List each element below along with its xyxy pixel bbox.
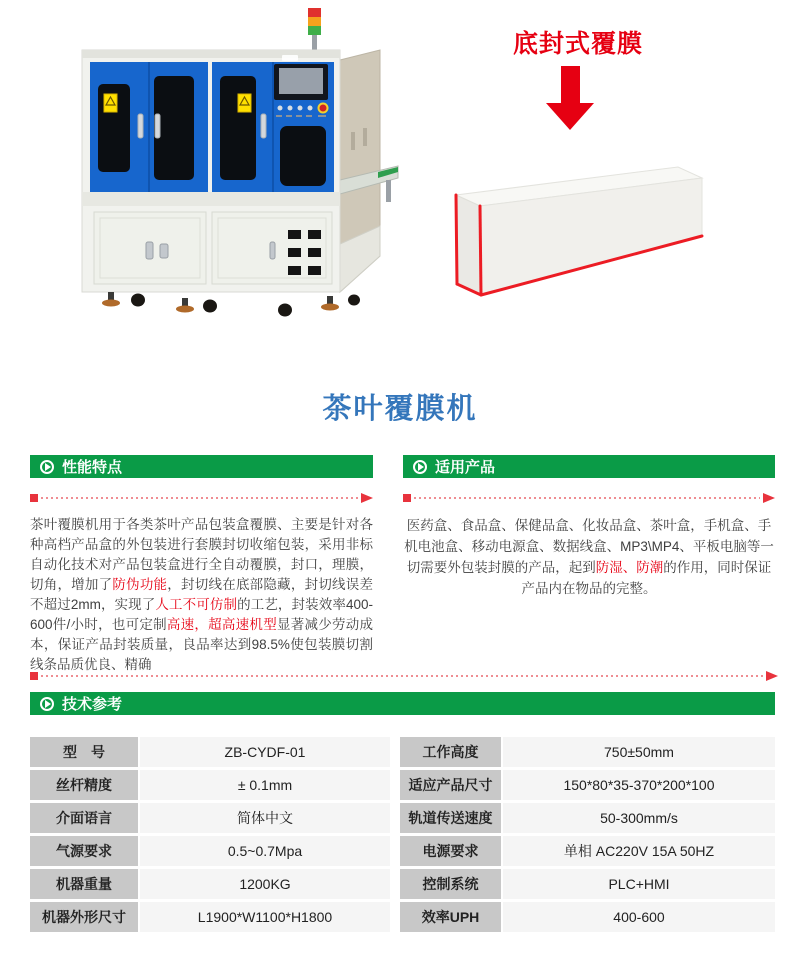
dotline-arrow-icon (763, 493, 775, 503)
machine-illustration (42, 4, 402, 324)
touchscreen-panel (274, 64, 329, 117)
spec-value: ZB-CYDF-01 (140, 737, 390, 767)
highlight-segment: 高速，超高速机型 (166, 617, 277, 632)
products-section (403, 455, 775, 599)
spec-label: 效率UPH (400, 902, 503, 932)
machine-side-panel (340, 50, 380, 292)
spec-value: 50-300mm/s (503, 803, 775, 833)
spec-value: 0.5~0.7Mpa (140, 836, 390, 866)
spec-value: 400-600 (503, 902, 775, 932)
spec-label: 工作高度 (400, 737, 503, 767)
dotline-start-square (30, 494, 38, 502)
machine-feet (102, 292, 360, 317)
text-segment: 显著减少劳动成本，保证产品封装质量，良品率达到98.5%使包装膜切割线条品质优良、精确 (30, 617, 374, 672)
spec-label: 适应产品尺寸 (400, 770, 503, 800)
dotted-divider (30, 493, 373, 504)
table-gap (390, 902, 400, 932)
spec-label: 介面语言 (30, 803, 140, 833)
play-icon (40, 460, 54, 474)
machine-photo (42, 4, 402, 324)
dotline-dots (41, 497, 358, 499)
dotline-dots (414, 497, 760, 499)
spec-label: 机器外形尺寸 (30, 902, 140, 932)
highlight-segment: 防湿、防潮 (595, 560, 664, 575)
spec-label: 轨道传送速度 (400, 803, 503, 833)
table-gap (390, 803, 400, 833)
spec-value: L1900*W1100*H1800 (140, 902, 390, 932)
spec-value: 简体中文 (140, 803, 390, 833)
spec-table (30, 737, 775, 932)
dotline-arrow-icon (361, 493, 373, 503)
spec-label: 气源要求 (30, 836, 140, 866)
products-paragraph (403, 515, 775, 599)
bottom-seal-label: 底封式覆膜 (512, 30, 643, 58)
table-gap (390, 836, 400, 866)
down-arrow-icon (561, 66, 580, 103)
dotline-start-square (403, 494, 411, 502)
dotted-divider-full (30, 671, 778, 682)
play-icon (413, 460, 427, 474)
specs-header-label: 技术参考 (62, 696, 123, 713)
features-section (30, 455, 373, 675)
text-segment: 的作用，同时保证产品内在物品的完整。 (521, 560, 772, 596)
box-illustration (452, 148, 710, 312)
play-icon (40, 697, 54, 711)
table-gap (390, 737, 400, 767)
dotted-divider (403, 493, 775, 504)
features-header-bar (30, 455, 373, 478)
spec-value: PLC+HMI (503, 869, 775, 899)
box-photo (452, 148, 710, 312)
page-title: 茶叶覆膜机 (322, 393, 478, 425)
spec-label: 控制系统 (400, 869, 503, 899)
down-arrow-head-icon (546, 103, 594, 130)
dotline-dots (41, 675, 763, 677)
products-header-bar (403, 455, 775, 478)
features-header-label: 性能特点 (62, 459, 123, 476)
table-gap (390, 770, 400, 800)
highlight-segment: 人工不可仿制 (155, 597, 238, 612)
spec-label: 机器重量 (30, 869, 140, 899)
text-segment: ，封切线在底部隐藏，封切线误差不超过2mm，实现了 (30, 577, 374, 612)
text-segment: 医药盒、食品盒、保健品盒、化妆品盒、茶叶盒，手机盒、手机电池盒、移动电源盒、数据线盒、MP3\MP4、平板电脑等一切需要外包装封膜的产品，起到 (404, 518, 774, 575)
spec-label: 电源要求 (400, 836, 503, 866)
spec-value: ± 0.1mm (140, 770, 390, 800)
dotline-arrow-icon (766, 671, 778, 681)
text-segment: 茶叶覆膜机用于各类茶叶产品包装盒覆膜、主要是针对各种高档产品盒的外包装进行套膜封切收缩包装，采用非标自动化技术对产品包装盒进行全自动覆膜，封口，理膜，切角，增加了 (30, 517, 373, 592)
spec-value: 1200KG (140, 869, 390, 899)
dotline-start-square (30, 672, 38, 680)
signal-tower-icon (308, 8, 321, 51)
spec-value: 750±50mm (503, 737, 775, 767)
spec-value: 150*80*35-370*200*100 (503, 770, 775, 800)
products-header-label: 适用产品 (435, 459, 496, 476)
hero-right-panel (420, 20, 792, 320)
spec-value: 单相 AC220V 15A 50HZ (503, 836, 775, 866)
spec-label: 丝杆精度 (30, 770, 140, 800)
highlight-segment: 防伪功能 (112, 577, 168, 592)
specs-header-bar (30, 692, 775, 715)
table-gap (390, 869, 400, 899)
spec-label: 型 号 (30, 737, 140, 767)
text-segment: 的工艺，封装效率400-600件/小时，也可定制 (30, 597, 374, 632)
features-paragraph (30, 515, 373, 675)
